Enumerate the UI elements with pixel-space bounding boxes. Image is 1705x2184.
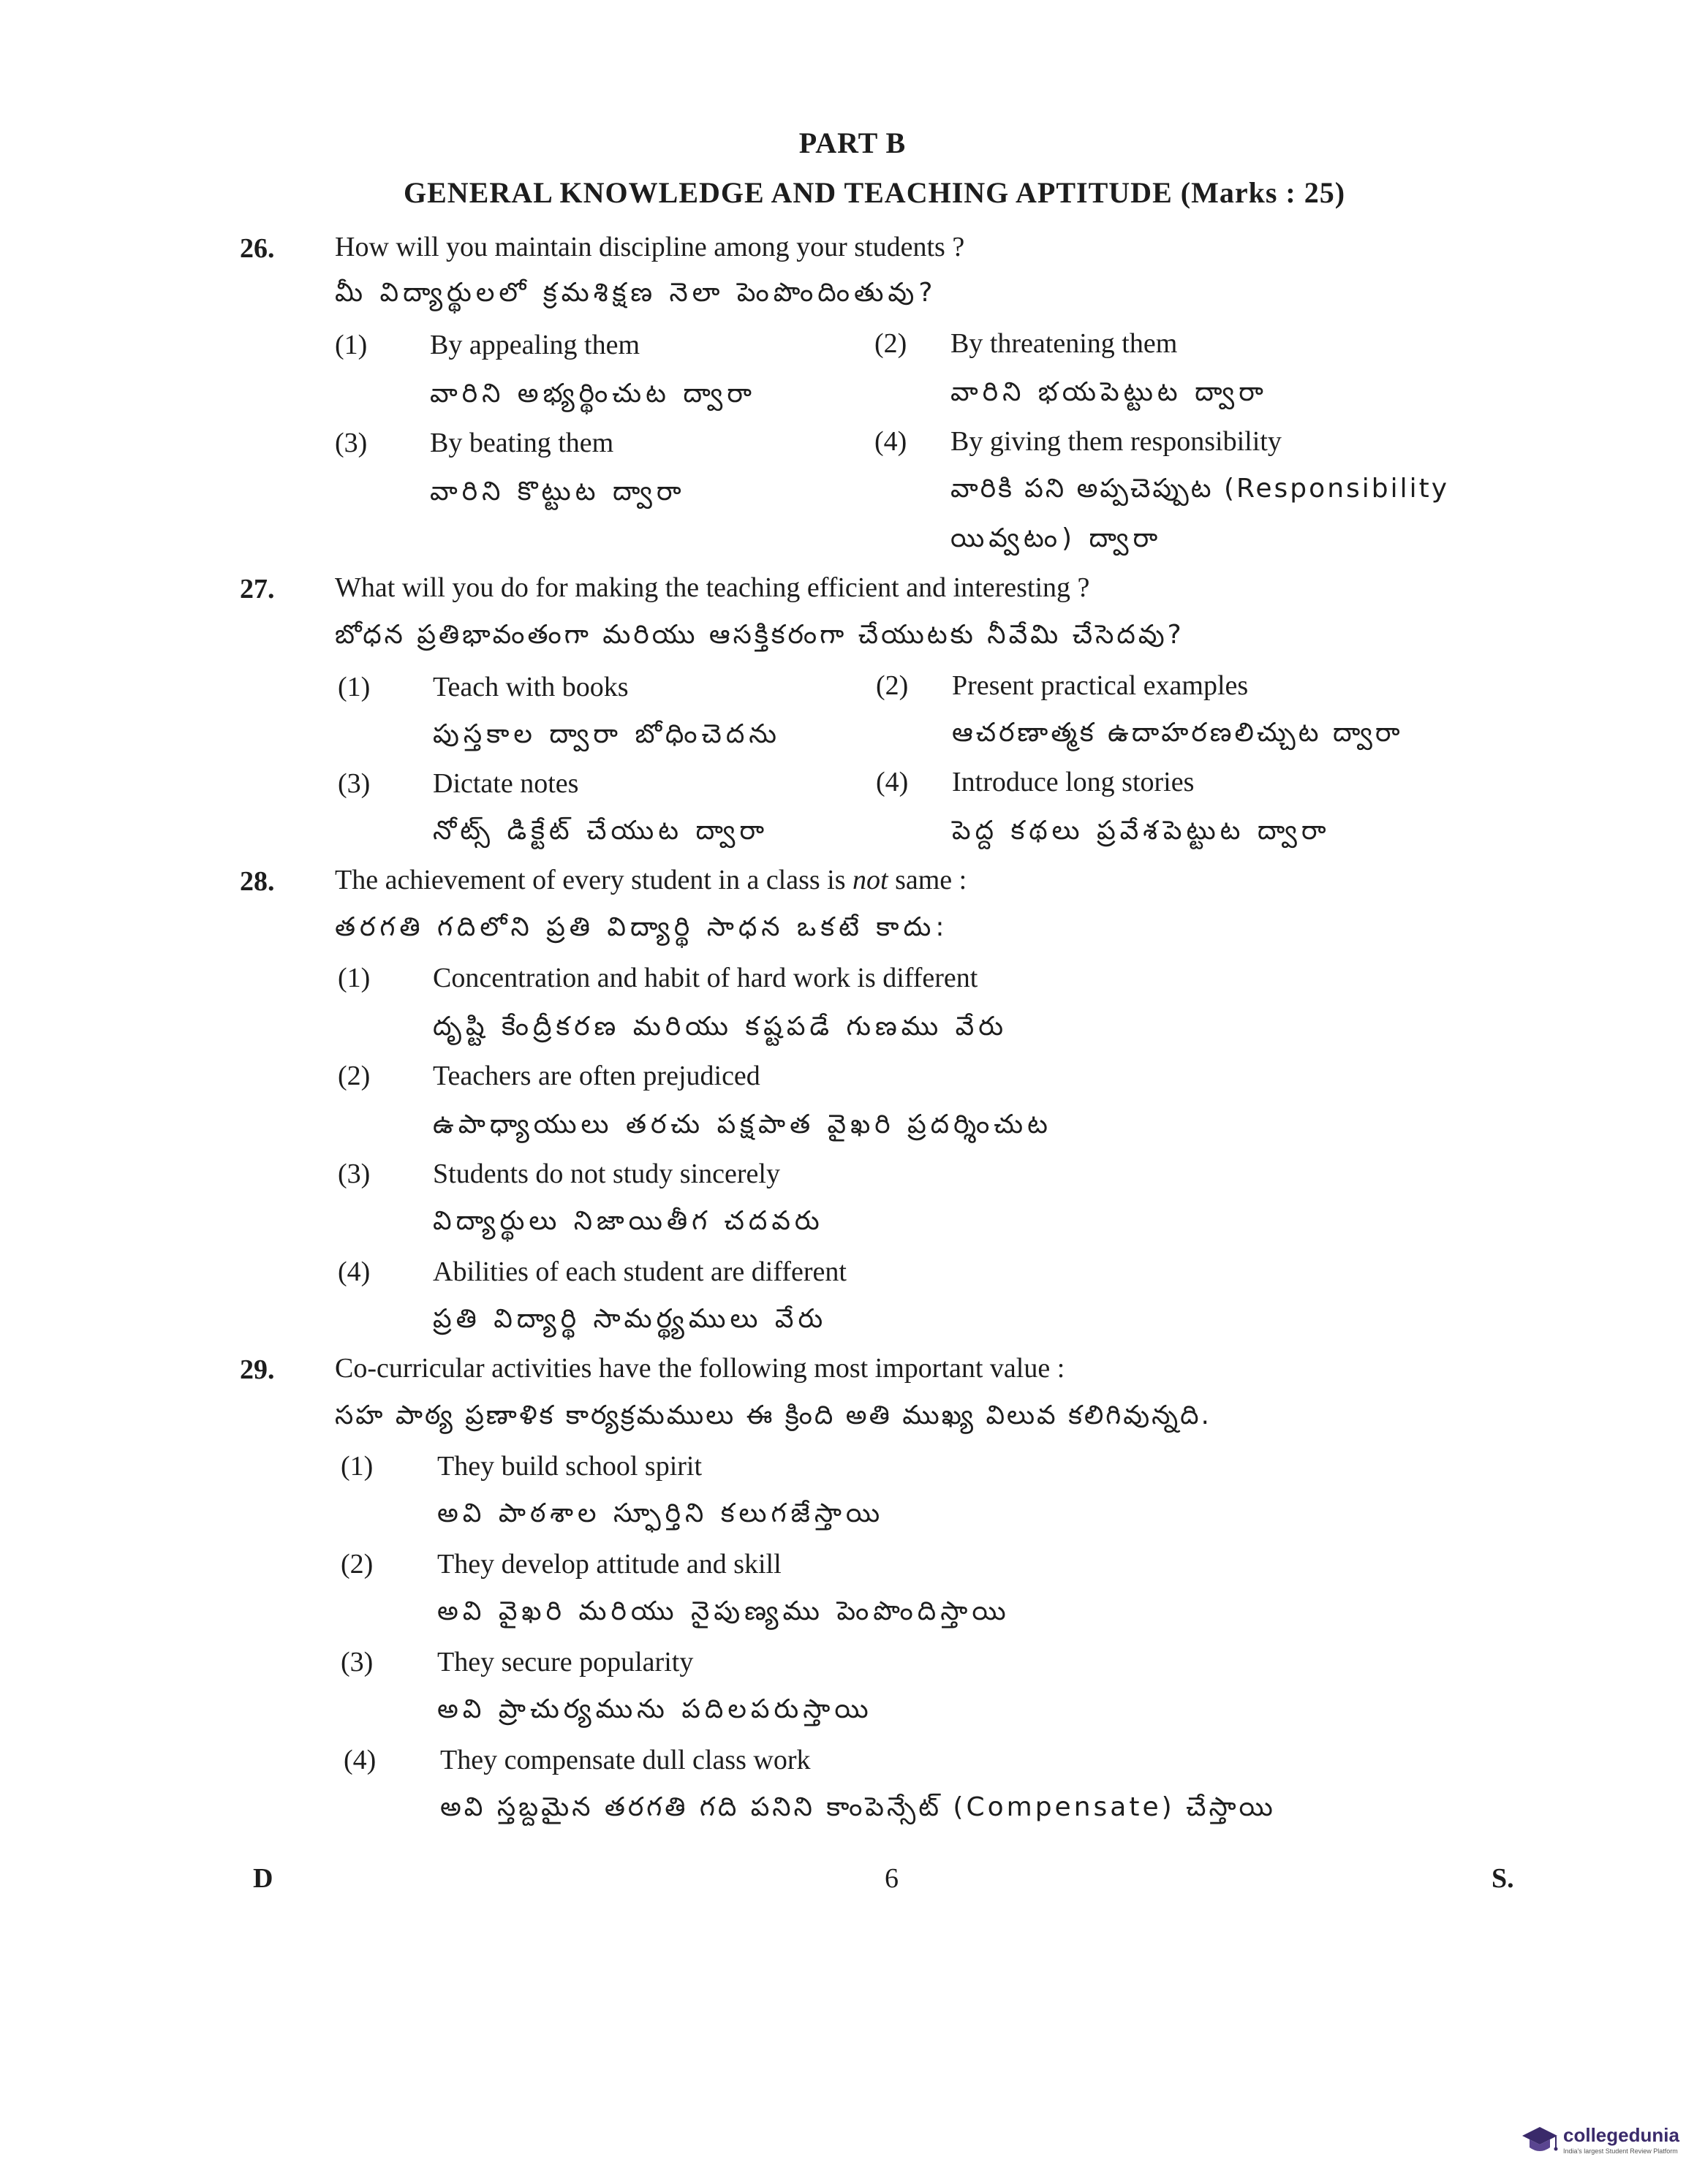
question-number: 26. — [240, 233, 275, 264]
question-number: 29. — [240, 1354, 275, 1385]
question-text-telugu: తరగతి గదిలోని ప్రతి విద్యార్థి సాధన ఒకటే కాదు: — [335, 912, 949, 942]
option-number: (1) — [338, 963, 371, 993]
option-text: By giving them responsibility — [950, 426, 1282, 457]
option-text-telugu: వారికి పని అప్పచెప్పుట (Responsibility — [950, 474, 1450, 504]
question-text: How will you maintain discipline among your students ? — [335, 232, 965, 262]
option-text-telugu: దృష్టి కేంద్రీకరణ మరియు కష్టపడే గుణము వేరు — [433, 1012, 1008, 1042]
option-text: Students do not study sincerely — [433, 1159, 780, 1189]
option-text-telugu: వారిని కొట్టుట ద్వారా — [430, 477, 686, 507]
option-text-telugu: వారిని అభ్యర్థించుట ద్వారా — [430, 379, 756, 409]
option-text-telugu: ప్రతి విద్యార్థి సామర్థ్యములు వేరు — [433, 1304, 828, 1334]
collegedunia-watermark — [1521, 2112, 1696, 2171]
option-text-telugu: నోట్స్ డిక్టేట్ చేయుట ద్వారా — [433, 816, 769, 846]
page-number: 6 — [885, 1863, 899, 1894]
option-text: By beating them — [430, 428, 614, 458]
option-number: (2) — [874, 328, 907, 359]
option-text-telugu: పెద్ద కథలు ప్రవేశపెట్టుట ద్వారా — [952, 816, 1331, 846]
option-number: (3) — [338, 1159, 371, 1189]
question-text-telugu: మీ విద్యార్థులలో క్రమశిక్షణ నెలా పెంపొందింతువు? — [335, 278, 937, 308]
option-text: They compensate dull class work — [440, 1745, 811, 1775]
option-number: (4) — [338, 1256, 371, 1287]
question-text-part: The achievement of every student in a class is — [335, 865, 853, 895]
option-number: (4) — [874, 426, 907, 457]
watermark-name: collegedunia — [1563, 2124, 1679, 2146]
watermark-tagline: India's largest Student Review Platform — [1563, 2147, 1678, 2155]
option-text: By appealing them — [430, 330, 640, 360]
option-number: (4) — [876, 767, 909, 797]
option-text: By threatening them — [950, 328, 1178, 359]
option-number: (3) — [335, 428, 368, 458]
option-text-telugu: ఉపాధ్యాయులు తరచు పక్షపాత వైఖరి ప్రదర్శించుట — [433, 1110, 1052, 1140]
graduation-cap-icon — [1521, 2123, 1559, 2161]
option-text-telugu: అవి వైఖరి మరియు నైపుణ్యము పెంపొందిస్తాయి — [437, 1596, 1010, 1626]
section-title: GENERAL KNOWLEDGE AND TEACHING APTITUDE (Marks : 25) — [403, 176, 1346, 209]
option-text: They develop attitude and skill — [437, 1549, 782, 1580]
part-title: PART B — [798, 126, 907, 159]
question-text-emphasis: not — [852, 865, 888, 895]
question-text: Co-curricular activities have the following most important value : — [335, 1353, 1065, 1384]
option-text-telugu: అవి పాఠశాల స్ఫూర్తిని కలుగజేస్తాయి — [437, 1498, 885, 1528]
option-number: (1) — [341, 1451, 374, 1482]
option-text-telugu: ఆచరణాత్మక ఉదాహరణలిచ్చుట ద్వారా — [952, 718, 1403, 748]
option-text: Concentration and habit of hard work is different — [433, 963, 978, 993]
option-text-telugu: అవి ప్రాచుర్యమును పదిలపరుస్తాయి — [437, 1694, 873, 1724]
option-number: (3) — [341, 1647, 374, 1677]
option-text: Dictate notes — [433, 768, 579, 799]
option-text: Abilities of each student are different — [433, 1256, 847, 1287]
option-number: (2) — [876, 670, 909, 701]
option-number: (2) — [341, 1549, 374, 1580]
option-text: Introduce long stories — [952, 767, 1195, 797]
option-text: Teachers are often prejudiced — [433, 1061, 760, 1091]
option-number: (2) — [338, 1061, 371, 1091]
question-text — [335, 864, 967, 896]
option-text: They secure popularity — [437, 1647, 694, 1677]
option-number: (4) — [344, 1745, 377, 1775]
option-text: They build school spirit — [437, 1451, 703, 1482]
question-text-telugu: సహ పాఠ్య ప్రణాళిక కార్యక్రమములు ఈ క్రింది అతి ముఖ్య విలువ కలిగివున్నది. — [335, 1400, 1211, 1430]
option-text-telugu: పుస్తకాల ద్వారా బోధించెదను — [433, 719, 782, 749]
footer-subject-code: S. — [1492, 1863, 1514, 1894]
question-number: 27. — [240, 574, 275, 604]
option-text-telugu: విద్యార్థులు నిజాయితీగ చదవరు — [433, 1206, 824, 1236]
question-text-part: same : — [888, 865, 967, 895]
footer-series-code: D — [253, 1863, 273, 1894]
option-text-telugu: అవి స్తబ్దమైన తరగతి గది పనిని కాంపెన్సేట్ (Compensate) చేస్తాయి — [440, 1792, 1276, 1822]
option-number: (3) — [338, 768, 371, 799]
question-number: 28. — [240, 866, 275, 897]
option-text-telugu-continued: యివ్వటం) ద్వారా — [950, 523, 1162, 553]
option-text: Teach with books — [433, 672, 629, 702]
option-number: (1) — [338, 672, 371, 702]
question-text-telugu: బోధన ప్రతిభావంతంగా మరియు ఆసక్తికరంగా చేయుటకు నీవేమి చేసెదవు? — [335, 620, 1184, 650]
option-text: Present practical examples — [952, 670, 1249, 701]
option-text-telugu: వారిని భయపెట్టుట ద్వారా — [950, 377, 1268, 407]
option-number: (1) — [335, 330, 368, 360]
question-text: What will you do for making the teaching efficient and interesting ? — [335, 572, 1090, 603]
